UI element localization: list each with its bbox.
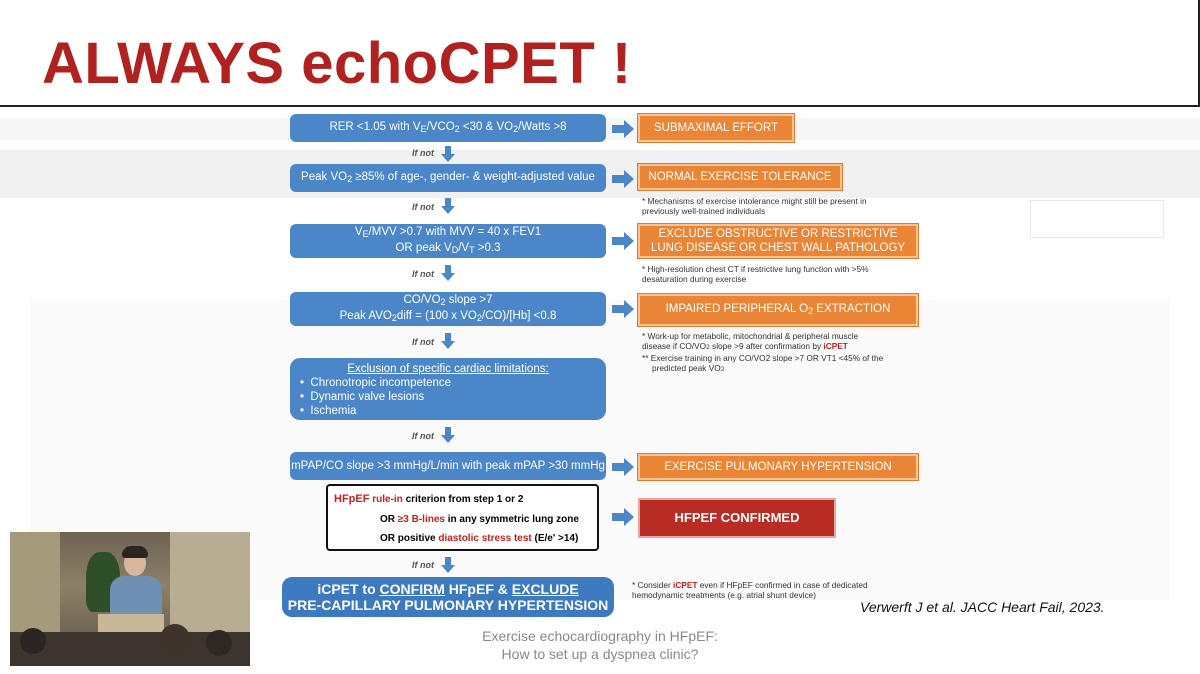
subscript: T [469, 245, 475, 255]
final-text: PRE-CAPILLARY PULMONARY HYPERTENSION [287, 597, 609, 613]
step4-text: slope >7 [445, 294, 493, 306]
hfpef-keyword: ≥3 B-lines [397, 514, 445, 525]
hfpef-text: criterion from step 1 or 2 [402, 494, 524, 505]
final-note [632, 580, 868, 600]
if-not-label: If not [412, 560, 434, 570]
note-line: ** Exercise training in any CO/VO2 slope >7 OR VT1 <45% of the [642, 353, 884, 363]
step2-condition-box [290, 164, 606, 192]
step1-text: /VCO [426, 121, 455, 133]
if-not-label: If not [412, 269, 434, 279]
step3-text: >0.3 [474, 242, 501, 254]
hfpef-text: OR [380, 514, 398, 525]
bullet-item: • Ischemia [300, 405, 357, 417]
slide-caption [440, 627, 760, 663]
note-line: predicted peak VO [652, 363, 721, 373]
final-text: iCPET to [317, 581, 380, 597]
note-highlight: iCPET [673, 580, 698, 590]
subscript: E [362, 229, 369, 239]
audience-head [160, 624, 190, 654]
subscript: 2 [454, 124, 460, 134]
step2-outcome: NORMAL EXERCISE TOLERANCE [648, 171, 832, 183]
down-arrow-icon [441, 557, 455, 573]
step4-text: Peak AVO [339, 310, 392, 322]
hfpef-confirmed-box [638, 498, 836, 538]
step3-outcome: LUNG DISEASE OR CHEST WALL PATHOLOGY [650, 242, 906, 254]
if-not-label: If not [412, 148, 434, 158]
step1-outcome-box [638, 114, 794, 142]
bullet-text: Dynamic valve lesions [310, 391, 425, 403]
note-line: * Work-up for metabolic, mitochondrial & peripheral muscle [642, 331, 859, 341]
audience-head [206, 630, 232, 656]
subscript: D [451, 245, 459, 255]
step1-condition-box [290, 114, 606, 142]
step1-text: /Watts >8 [518, 121, 567, 133]
bullet-list [300, 376, 451, 418]
step4-text: /CO)/[Hb] <0.8 [481, 310, 557, 322]
hfpef-text: in any symmetric lung zone [444, 514, 579, 525]
subscript: 2 [391, 313, 397, 323]
step3-note [642, 264, 869, 284]
hfpef-confirmed: HFPEF CONFIRMED [674, 510, 800, 525]
bullet-text: Chronotropic incompetence [310, 377, 452, 389]
step6-outcome-box [638, 454, 918, 480]
step3-condition-box [290, 224, 606, 258]
step4-outcome: IMPAIRED PERIPHERAL O [665, 303, 809, 315]
right-arrow-icon [612, 232, 634, 250]
step1-text: <30 & VO [459, 121, 514, 133]
final-text: HFpEF & [444, 581, 512, 597]
final-text: EXCLUDE [511, 581, 579, 597]
hfpef-text: rule-in [369, 494, 403, 505]
subscript: 2 [440, 297, 446, 307]
note-line: even if HFpEF confirmed in case of dedicated [697, 580, 868, 590]
final-text: CONFIRM [379, 581, 445, 597]
step2-outcome-box [638, 164, 842, 190]
if-not-label: If not [412, 431, 434, 441]
caption-line: How to set up a dyspnea clinic? [501, 646, 699, 662]
subscript: 2 [720, 366, 725, 373]
if-not-label: If not [412, 337, 434, 347]
step3-text: /MVV >0.7 with MVV = 40 x FEV1 [368, 226, 542, 238]
step3-text: V [354, 226, 363, 238]
caption-line: Exercise echocardiography in HFpEF: [482, 628, 718, 644]
subscript: 2 [513, 124, 519, 134]
title-divider [0, 105, 1200, 107]
hfpef-keyword: diastolic stress test [438, 533, 532, 544]
bullet-text: Ischemia [310, 405, 357, 417]
subscript: 2 [347, 174, 353, 184]
hfpef-text: (E/e' >14) [531, 533, 579, 544]
step6-outcome: EXERCISE PULMONARY HYPERTENSION [664, 461, 892, 473]
hfpef-text: OR positive [380, 533, 439, 544]
note-line: * Consider [632, 580, 674, 590]
note-line: hemodynamic treatments (e.g. atrial shunt device) [632, 590, 816, 600]
right-arrow-icon [612, 170, 634, 188]
right-arrow-icon [612, 120, 634, 138]
citation: Verwerft J et al. JACC Heart Fail, 2023. [860, 599, 1105, 615]
step1-text: RER <1.05 with V [329, 121, 421, 133]
subscript: 2 [706, 344, 710, 351]
down-arrow-icon [441, 265, 455, 281]
bullet-item: • Chronotropic incompetence [300, 377, 452, 389]
down-arrow-icon [441, 427, 455, 443]
note-highlight: iCPET [823, 341, 848, 351]
subscript: E [420, 124, 427, 134]
note-line: * High-resolution chest CT if restrictive lung function with >5% [642, 264, 869, 274]
down-arrow-icon [441, 198, 455, 214]
step5-heading: Exclusion of specific cardiac limitations: [347, 363, 549, 375]
note-line: desaturation during exercise [642, 274, 747, 284]
right-arrow-icon [612, 300, 634, 318]
audience-head [20, 628, 46, 654]
step2-note [642, 196, 867, 216]
down-arrow-icon [441, 333, 455, 349]
step1-outcome: SUBMAXIMAL EFFORT [654, 122, 778, 134]
step6-condition-box [290, 452, 606, 480]
step3-text: OR peak V [395, 242, 452, 254]
slide-title: ALWAYS echoCPET ! [42, 31, 632, 96]
step3-text: /V [458, 242, 470, 254]
down-arrow-icon [441, 146, 455, 162]
subscript: 2 [808, 306, 814, 316]
step4-text: CO/VO [403, 294, 441, 306]
step4-outcome: EXTRACTION [813, 303, 891, 315]
step5-condition-box [290, 358, 606, 420]
subscript: 2 [476, 313, 482, 323]
hfpef-criteria-box [326, 484, 599, 551]
hfpef-keyword: HFpEF [334, 493, 370, 505]
step2-text: Peak VO [301, 171, 348, 183]
step2-text: ≥85% of age-, gender- & weight-adjusted value [352, 171, 595, 183]
note-line: * Mechanisms of exercise intolerance might still be present in [642, 196, 867, 206]
step6-text: mPAP/CO slope >3 mmHg/L/min with peak mPAP >30 mmHg [291, 460, 605, 472]
note-line: disease if CO/VO [642, 341, 707, 351]
step4-text: diff = (100 x VO [396, 310, 477, 322]
speaker-video [10, 532, 250, 666]
background-ghost [1030, 200, 1164, 238]
step3-outcome: EXCLUDE OBSTRUCTIVE OR RESTRICTIVE [658, 228, 898, 240]
note-line: previously well-trained individuals [642, 206, 766, 216]
step3-outcome-box [638, 224, 918, 258]
right-arrow-icon [612, 508, 634, 526]
speaker-hair [122, 546, 148, 558]
step4-outcome-box [638, 294, 918, 326]
note-line: slope >9 after confirmation by [709, 341, 824, 351]
step4-condition-box [290, 292, 606, 326]
final-step-box [282, 577, 614, 617]
if-not-label: If not [412, 202, 434, 212]
bullet-item: • Dynamic valve lesions [300, 391, 425, 403]
right-arrow-icon [612, 458, 634, 476]
step4-note [642, 331, 883, 375]
